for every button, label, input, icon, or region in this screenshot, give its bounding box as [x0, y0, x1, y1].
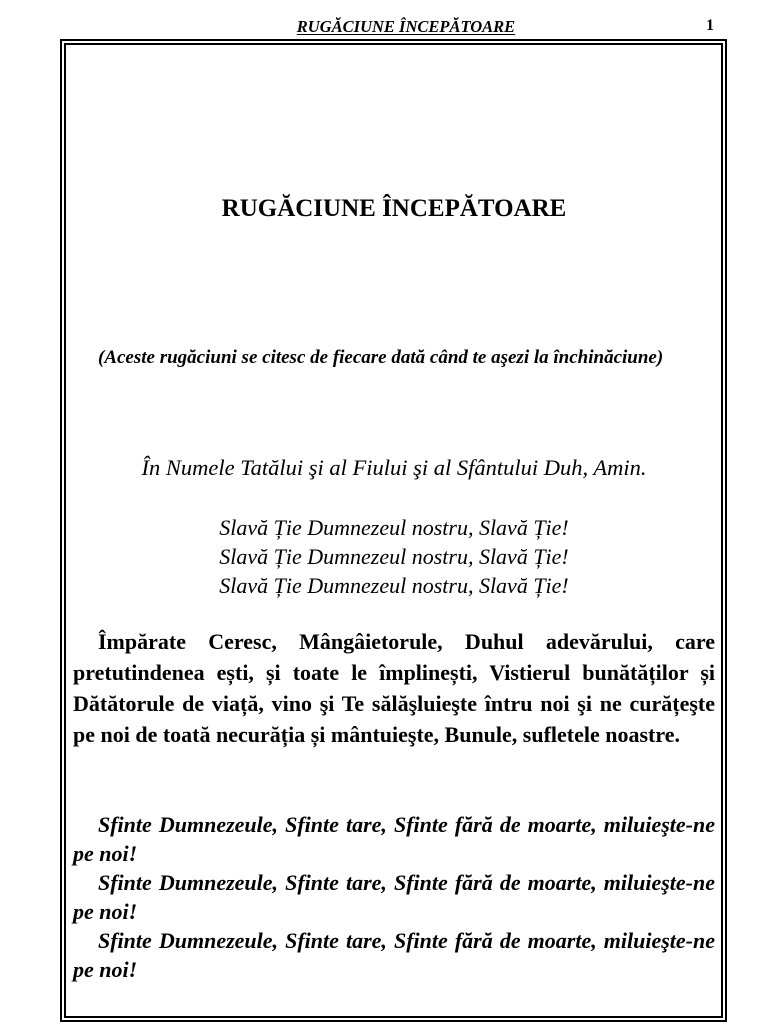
running-header-title: RUGĂCIUNE ÎNCEPĂTOARE [296, 17, 516, 36]
trisagion-verse: Sfinte Dumnezeule, Sfinte tare, Sfinte fără de moarte, miluieşte-ne pe noi! [73, 812, 715, 866]
running-header [0, 17, 768, 39]
trisagion-block [73, 810, 715, 984]
trisagion-verse: Sfinte Dumnezeule, Sfinte tare, Sfinte fără de moarte, miluieşte-ne pe noi! [73, 870, 715, 924]
document-title: RUGĂCIUNE ÎNCEPĂTOARE [221, 195, 567, 222]
invocation-line: În Numele Tatălui şi al Fiului şi al Sfântului Duh, Amin. [141, 455, 647, 480]
heavenly-king-prayer: Împărate Ceresc, Mângâietorule, Duhul adevărului, care pretutindenea ești, și toate le împlinești, Vistierul bunătăților și Dătătorule de viață, vino şi Te sălăşluieşte întru noi şi ne curățeşte pe noi de toată necurăția și mântuieşte, Bunule, sufletele noastre. [73, 629, 715, 747]
intro-note: (Aceste rugăciuni se citesc de fiecare dată când te aşezi la închinăciune) [98, 347, 664, 368]
doxology-line: Slavă Ție Dumnezeul nostru, Slavă Ție! [219, 515, 569, 540]
doxology-line: Slavă Ție Dumnezeul nostru, Slavă Ție! [219, 573, 569, 598]
trisagion-verse: Sfinte Dumnezeule, Sfinte tare, Sfinte fără de moarte, miluieşte-ne pe noi! [73, 928, 715, 982]
page-number: 1 [706, 17, 714, 34]
doxology-line: Slavă Ție Dumnezeul nostru, Slavă Ție! [219, 544, 569, 569]
doxology-block [73, 513, 715, 600]
